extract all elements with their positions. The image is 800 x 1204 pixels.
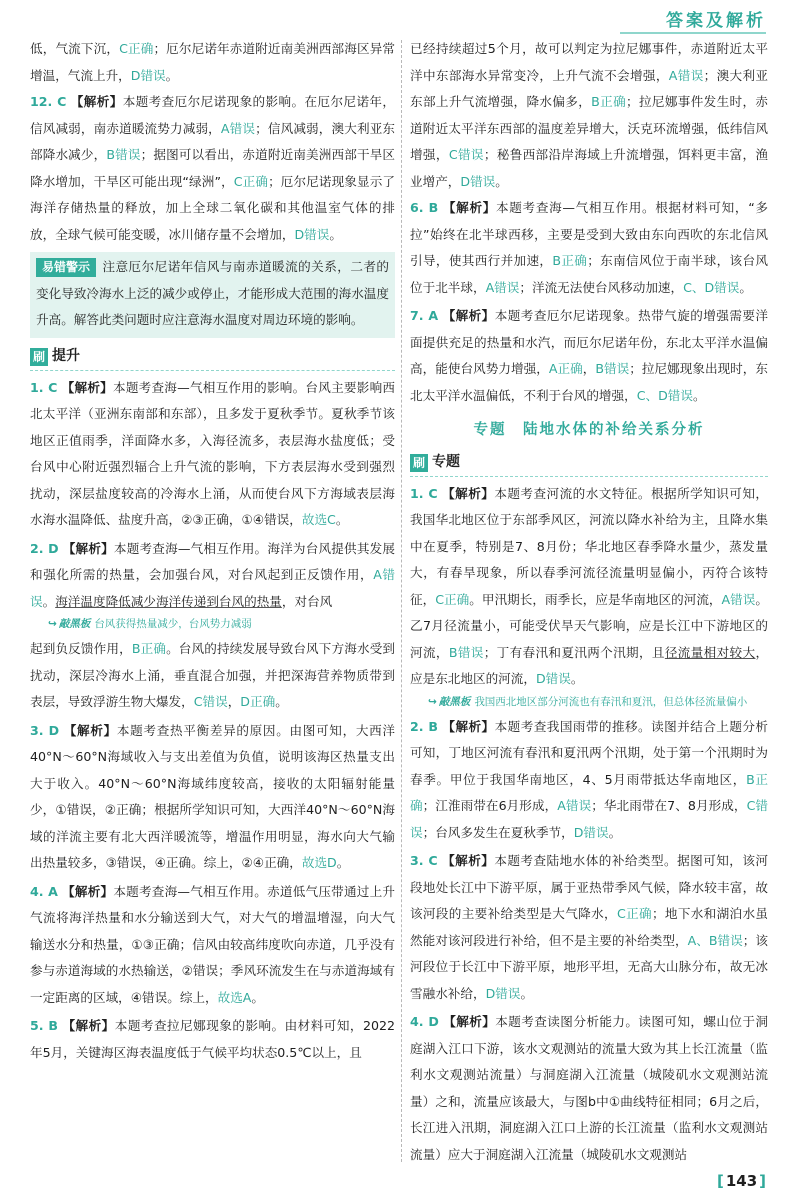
page-number: [ 143 ] xyxy=(717,1172,766,1190)
topic-answer-1: 1. C 【解析】本题考查河流的水文特征。根据所学知识可知，我国华北地区位于东部季风区，河流以降水补给为主，且降水集中在夏季，特别是7、8月份；华北地区春季降水量少，蒸发量大，有春旱现象，所以春季河流径流量明显偏小，丙符合该特征，C正确。甲汛期长，雨季长，应是华南地区的河流，A错误。乙7月径流量小，可能受伏旱天气影响，应是长江中下游地区的河流，B错误；丁有春汛和夏汛两个汛期，且径流量相对较大，应是东北地区的河流，D错误。 xyxy=(410,485,768,686)
answer-6: 6. B 【解析】本题考查海—气相互作用。根据材料可知，“多拉”始终在北半球西移，主要是受到大致由东向西吹的东北信风引导，使其西行并加速，B正确；东南信风位于南半球，该台风位于北半球，A错误；洋流无法使台风移动加速，C、D错误。 xyxy=(410,200,768,295)
left-column xyxy=(30,36,395,1164)
topic-title: 专题 陆地水体的补给关系分析 xyxy=(473,422,705,438)
page-header xyxy=(620,6,766,34)
column-divider xyxy=(401,40,402,1162)
section-title-improve: 提升 xyxy=(52,348,80,365)
header-title: 答案及解析 xyxy=(666,11,766,31)
mistake-warning-text: 注意厄尔尼诺年信风与南赤道暖流的关系，二者的变化导致冷海水上泛的减少或停止，才能形成大范围的海水温度升高。解答此类问题时应注意海水温度对周边环境的影响。 xyxy=(36,259,389,327)
topic-answer-4: 4. D 【解析】本题考查读图分析能力。读图可知，螺山位于洞庭湖入江口下游，该水文观测站的流量大致为其上长江流量（监利水文观测站流量）与洞庭湖入江流量（城陵矶水文观测站流量）之和，流量应该最大，与图b中①曲线特征相同；6月之后，长江进入汛期，洞庭湖入江口上游的长江流量（监利水文观测站流量）应大于洞庭湖入江流量（城陵矶水文观测站 xyxy=(410,1014,768,1162)
left-continuation: 低，气流下沉，C正确；厄尔尼诺年赤道附近南美洲西部海区异常增温，气流上升，D错误。 xyxy=(30,41,395,83)
brush-icon: 刷 xyxy=(30,348,48,366)
key-note-1: ↪ 敲黑板 台风获得热量减少，台风势力减弱 xyxy=(48,617,395,632)
answer-5: 5. B 【解析】本题考查拉尼娜现象的影响。由材料可知，2022年5月，关键海区海表温度低于气候平均状态0.5℃以上，且 xyxy=(30,1018,395,1060)
right-continuation: 已经持续超过5个月，故可以判定为拉尼娜事件，赤道附近太平洋中东部海水异常变冷，上升气流不会增强，A错误；澳大利亚东部上升气流增强，降水偏多，B正确；拉尼娜事件发生时，赤道附近太平洋东西部的温度差异增大，沃克环流增强，低纬信风增强，C错误；秘鲁西部沿岸海域上升流增强，饵料更丰富，渔业增产，D错误。 xyxy=(410,41,768,189)
header-line xyxy=(620,32,766,34)
topic-answer-3: 3. C 【解析】本题考查陆地水体的补给类型。据图可知，该河段地处长江中下游平原，属于亚热带季风气候，降水较丰富，故该河段的主要补给类型是大气降水，C正确；地下水和湖泊水虽然能对该河段进行补给，但不是主要的补给类型，A、B错误；该河段位于长江中下游平原，地形平坦，无高大山脉分布，故无冰雪融水补给，D错误。 xyxy=(410,853,768,1001)
topic-answer-2: 2. B 【解析】本题考查我国雨带的推移。读图并结合上题分析可知，丁地区河流有春汛和夏汛两个汛期，处于第一个汛期时为春季。甲位于我国华南地区，4、5月雨带抵达华南地区，B正确；江淮雨带在6月形成，A错误；华北雨带在7、8月形成，C错误；台风多发生在夏秋季节，D错误。 xyxy=(410,718,768,840)
section-topic xyxy=(410,450,768,477)
answer-2: 2. D 【解析】本题考查海—气相互作用。海洋为台风提供其发展和强化所需的热量，会加强台风，对台风起到正反馈作用，A错误。海洋温度降低减少海洋传递到台风的热量，对台风 xyxy=(30,540,395,609)
answer-12: 12. C 【解析】本题考查厄尔尼诺现象的影响。在厄尔尼诺年，信风减弱，南赤道暖流势力减弱，A错误；信风减弱，澳大利亚东部降水减少，B错误；据图可以看出，赤道附近南美洲西部干旱区降水增加，干旱区可能出现“绿洲”，C正确；厄尔尼诺现象显示了海洋存储热量的释放，加上全球二氧化碳和其他温室气体的排放，全球气候可能变暖，冰川储存量不会增加，D错误。 xyxy=(30,94,395,242)
key-note-2: ↪ 敲黑板 我国西北地区部分河流也有春汛和夏汛，但总体径流量偏小 xyxy=(428,695,768,710)
answer-2-cont: 起到负反馈作用，B正确。台风的持续发展导致台风下方海水受到扰动，深层冷海水上涌，垂直混合加强，并把深海营养物质带到表层，导致浮游生物大爆发，C错误，D正确。 xyxy=(30,641,395,709)
answer-3: 3. D 【解析】本题考查热平衡差异的原因。由图可知，大西洋40°N～60°N海域收入与支出差值为负值，说明该海区热量支出大于收入。40°N～60°N海域纬度较高，接收的太阳辐射能量少，①错误，②正确；根据所学知识可知，大西洋40°N～60°N海域的洋流主要有北大西洋暖流等，增温作用明显，海水向大气输出热量较多，③错误，④正确。综上，②④正确，故选D。 xyxy=(30,722,395,870)
right-column xyxy=(410,36,768,1164)
section-improve xyxy=(30,344,395,371)
brush-icon: 刷 xyxy=(410,454,428,472)
mistake-warning-box xyxy=(30,252,395,338)
section-title-topic: 专题 xyxy=(432,454,460,471)
answer-4: 4. A 【解析】本题考查海—气相互作用。赤道低气压带通过上升气流将海洋热量和水分输送到大气，对大气的增温增湿，向大气输送水分和热量，①③正确；信风由较高纬度吹向赤道，几乎没有参与赤道海域的水热输送，②错误；季风环流发生在与赤道海域有一定距离的区域，④错误。综上，故选A。 xyxy=(30,883,395,1005)
answer-1: 1. C 【解析】本题考查海—气相互作用的影响。台风主要影响西北太平洋（亚洲东南部和东部），且多发于夏秋季节。夏秋季节该地区正值雨季，洋面降水多，入海径流多，表层海水盐度低；受台风中心附近强烈辐合上升气流的影响，下方表层海水受到强烈扰动，深层盐度较高的冷海水上涌，从而使台风下方海域表层海水海水温降低、盐度升高，②③正确，①④错误，故选C。 xyxy=(30,379,395,527)
answer-7: 7. A 【解析】本题考查厄尔尼诺现象。热带气旋的增强需要洋面提供充足的热量和水汽，而厄尔尼诺年份，东北太平洋水温偏高，能使台风势力增强，A正确，B错误；拉尼娜现象出现时，东北太平洋水温偏低，不利于台风的增强，C、D错误。 xyxy=(410,308,768,403)
mistake-warning-label: 易错警示 xyxy=(36,258,96,277)
